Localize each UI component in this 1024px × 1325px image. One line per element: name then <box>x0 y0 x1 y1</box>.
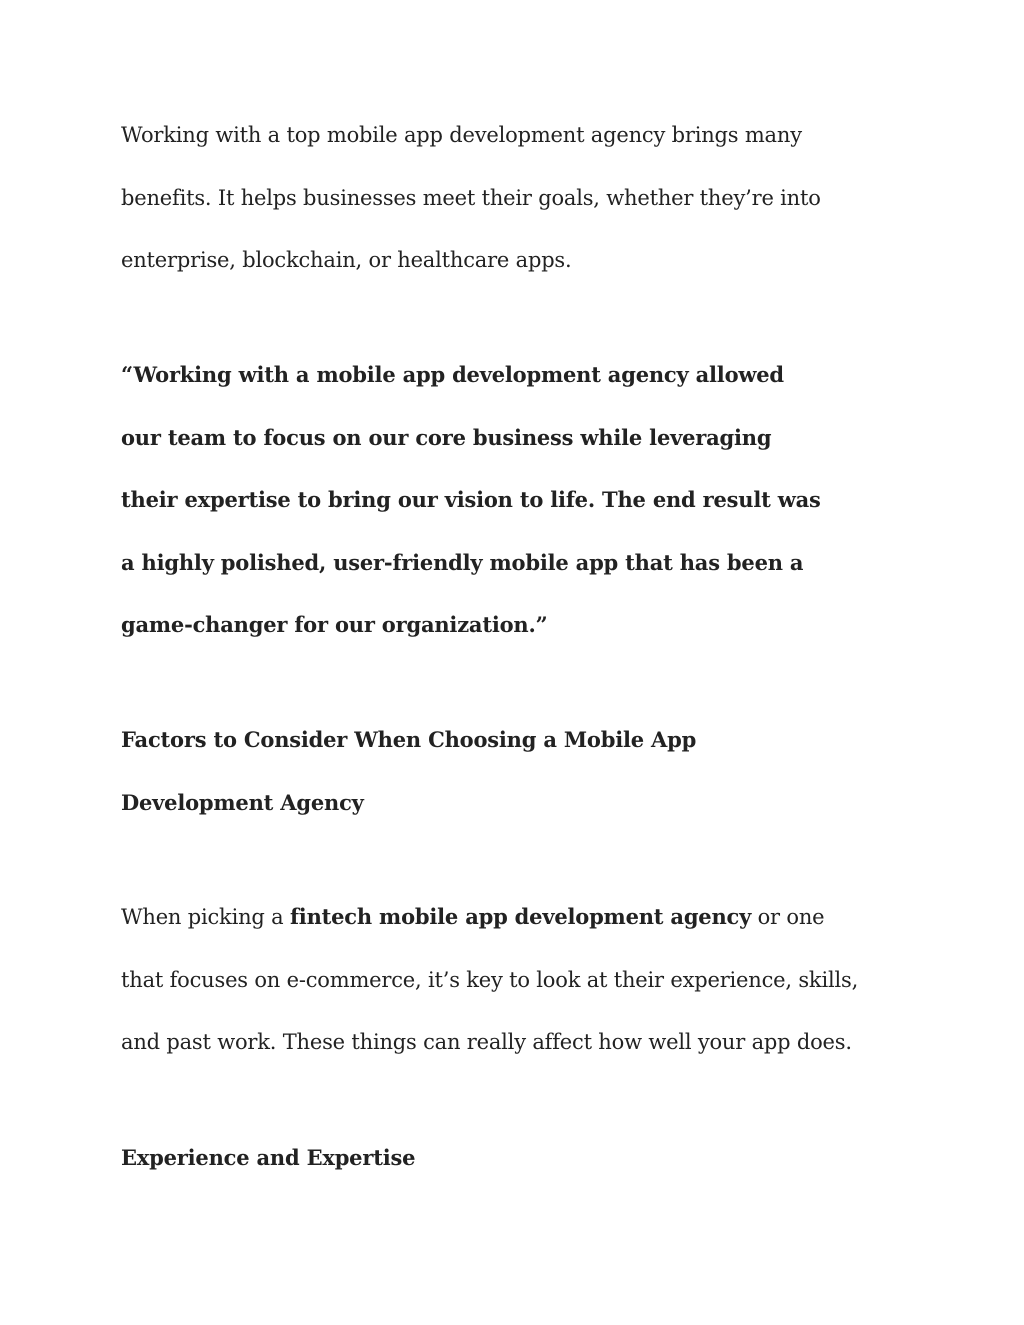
section-heading-factors <box>121 709 921 834</box>
testimonial-quote <box>121 344 921 657</box>
quote-line: their expertise to bring our vision to life. The end result was <box>121 487 821 512</box>
paragraph-line: Working with a top mobile app development agency brings many <box>121 123 802 147</box>
quote-line: our team to focus on our core business while leveraging <box>121 424 772 450</box>
heading-line: Experience and Expertise <box>121 1145 416 1170</box>
quote-line: game-changer for our organization.” <box>121 612 548 637</box>
paragraph-line: and past work. These things can really affect how well your app does. <box>121 1030 852 1054</box>
paragraph-line: enterprise, blockchain, or healthcare apps. <box>121 248 572 272</box>
paragraph-line: benefits. It helps businesses meet their goals, whether they’re into <box>121 185 821 210</box>
section-heading-experience <box>121 1127 921 1190</box>
heading-line: Development Agency <box>121 789 364 815</box>
intro-paragraph <box>121 104 921 292</box>
paragraph-text: When picking a <box>121 905 290 929</box>
paragraph-text: or one <box>751 905 825 929</box>
heading-line: Factors to Consider When Choosing a Mobile App <box>121 727 697 752</box>
bold-keyword: fintech mobile app development agency <box>289 904 752 929</box>
paragraph-line: that focuses on e-commerce, it’s key to look at their experience, skills, <box>121 967 859 992</box>
quote-line: “Working with a mobile app development agency allowed <box>121 362 784 387</box>
quote-line: a highly polished, user-friendly mobile app that has been a <box>121 549 804 575</box>
factors-paragraph <box>121 886 921 1074</box>
paragraph-line <box>121 886 921 949</box>
